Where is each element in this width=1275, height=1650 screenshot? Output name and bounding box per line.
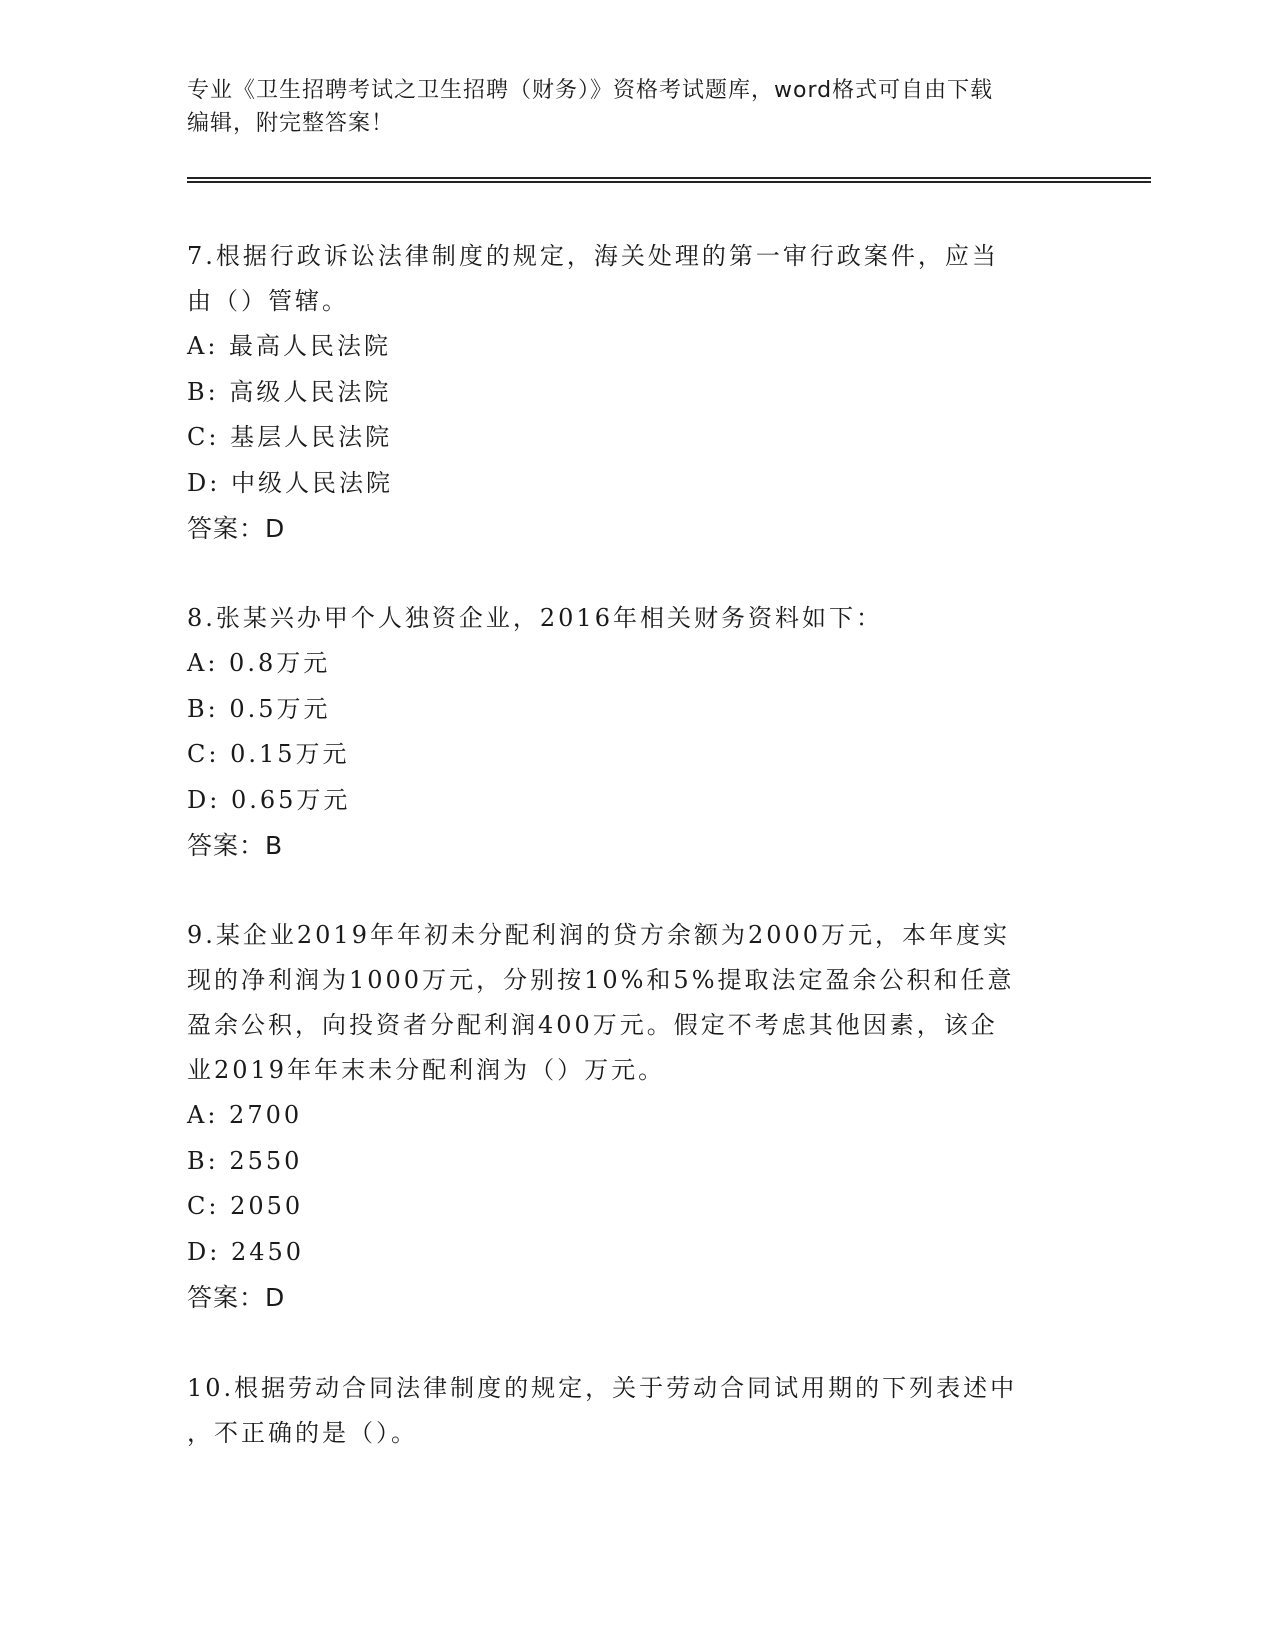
question-9-answer: 答案：D (187, 1283, 286, 1312)
question-9-line-4: 业2019年年末未分配利润为（）万元。 (187, 1056, 666, 1084)
question-10-line-2: ，不正确的是（）。 (187, 1419, 418, 1447)
header-divider (187, 177, 1151, 183)
question-9-line-2: 现的净利润为1000万元，分别按10%和5%提取法定盈余公积和任意 (187, 966, 1015, 994)
question-7-line-2: 由（）管辖。 (187, 287, 349, 315)
question-8-option-b: B: 0.5万元 (187, 694, 331, 723)
question-8-line-1: 8.张某兴办甲个人独资企业，2016年相关财务资料如下： (187, 604, 883, 632)
header-line-2: 编辑，附完整答案！ (187, 111, 395, 136)
document-header (187, 74, 1067, 140)
question-9-option-d: D: 2450 (187, 1237, 305, 1266)
question-7-line-1: 7.根据行政诉讼法律制度的规定，海关处理的第一审行政案件，应当 (187, 242, 999, 270)
question-7-option-a: A: 最高人民法院 (187, 332, 392, 360)
question-7 (187, 234, 1087, 551)
question-10 (187, 1366, 1087, 1456)
question-8 (187, 596, 1087, 868)
header-line-1: 专业《卫生招聘考试之卫生招聘（财务）》资格考试题库，word格式可自由下载 (187, 78, 994, 103)
question-8-option-d: D: 0.65万元 (187, 785, 351, 814)
question-8-option-a: A: 0.8万元 (187, 649, 331, 677)
question-10-line-1: 10.根据劳动合同法律制度的规定，关于劳动合同试用期的下列表述中 (187, 1374, 1018, 1402)
question-8-answer: 答案：B (187, 831, 284, 860)
question-7-option-b: B: 高级人民法院 (187, 377, 392, 406)
question-9 (187, 913, 1087, 1320)
question-9-line-3: 盈余公积，向投资者分配利润400万元。假定不考虑其他因素，该企 (187, 1011, 998, 1039)
question-8-option-c: C: 0.15万元 (187, 740, 350, 768)
question-9-option-c: C: 2050 (187, 1192, 304, 1220)
question-9-option-b: B: 2550 (187, 1146, 303, 1175)
question-7-option-d: D: 中级人民法院 (187, 468, 393, 497)
question-9-option-a: A: 2700 (187, 1101, 303, 1129)
question-9-line-1: 9.某企业2019年年初未分配利润的贷方余额为2000万元，本年度实 (187, 921, 1011, 949)
question-7-option-c: C: 基层人民法院 (187, 423, 393, 451)
question-7-answer: 答案：D (187, 514, 286, 543)
